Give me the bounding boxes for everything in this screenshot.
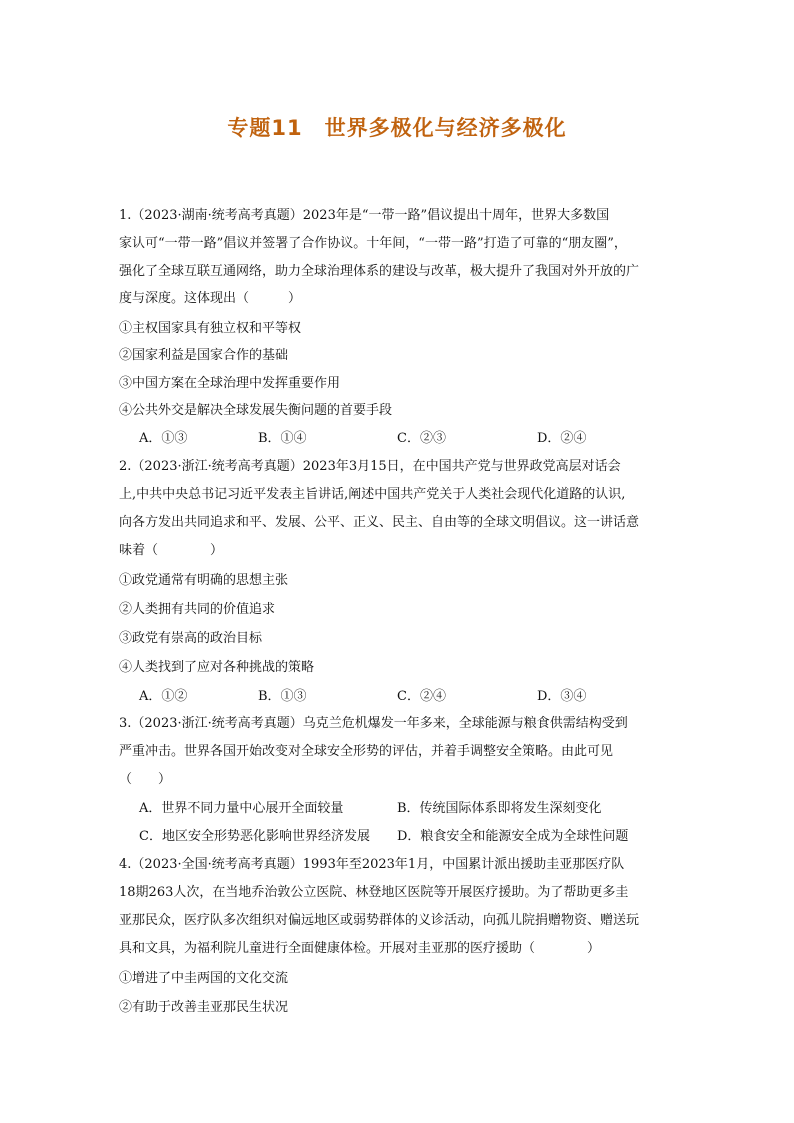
question-4-text: 18期263人次，在当地乔治敦公立医院、林登地区医院等开展医疗援助。为了帮助更多圭 (119, 885, 629, 900)
question-2-text: 向各方发出共同追求和平、发展、公平、正义、民主、自由等的全球文明倡议。这一讲话意 (119, 515, 640, 530)
question-2-option-a[interactable]: A．①② (139, 689, 188, 704)
question-4-statement: ①增进了中圭两国的文化交流 (119, 971, 289, 986)
question-1-text: 1.（2023·湖南·统考高考真题）2023年是“一带一路”倡议提出十周年，世界大多数国 (119, 208, 610, 223)
question-2-option-b[interactable]: B．①③ (258, 689, 307, 704)
question-4-text: 具和文具，为福利院儿童进行全面健康体检。开展对圭亚那的医疗援助（ ） (119, 941, 601, 956)
question-3-option-c[interactable]: C．地区安全形势恶化影响世界经济发展 (139, 829, 370, 844)
question-1-option-b[interactable]: B．①④ (258, 431, 307, 446)
question-1-statement: ①主权国家具有独立权和平等权 (119, 321, 302, 336)
question-2-text: 味着（ ） (119, 543, 224, 558)
question-2-statement: ④人类找到了应对各种挑战的策略 (119, 660, 315, 675)
question-2-option-c[interactable]: C．②④ (397, 689, 446, 704)
question-1-text: 强化了全球互联互通网络，助力全球治理体系的建设与改革，极大提升了我国对外开放的广 (119, 264, 640, 279)
question-3-option-a[interactable]: A．世界不同力量中心展开全面较量 (139, 801, 344, 816)
question-2-statement: ③政党有崇高的政治目标 (119, 631, 263, 646)
question-1-option-c[interactable]: C．②③ (397, 431, 446, 446)
question-3-text: 严重冲击。世界各国开始改变对全球安全形势的评估，并着手调整安全策略。由此可见 (119, 744, 614, 759)
question-1-option-a[interactable]: A．①③ (139, 431, 188, 446)
page-title: 专题11 世界多极化与经济多极化 (227, 116, 567, 140)
question-3-option-d[interactable]: D．粮食安全和能源安全成为全球性问题 (397, 829, 629, 844)
question-1-statement: ④公共外交是解决全球发展失衡问题的首要手段 (119, 403, 393, 418)
question-4-text: 亚那民众，医疗队多次组织对偏远地区或弱势群体的义诊活动，向孤儿院捐赠物资、赠送玩 (119, 913, 640, 928)
question-1-statement: ②国家利益是国家合作的基础 (119, 348, 289, 363)
question-3-text: （ ） (119, 772, 172, 787)
question-2-option-d[interactable]: D．③④ (537, 689, 587, 704)
question-4-statement: ②有助于改善圭亚那民生状况 (119, 1000, 289, 1015)
question-4-text: 4.（2023·全国·统考高考真题）1993年至2023年1月，中国累计派出援助圭亚那医疗队 (119, 857, 625, 872)
question-1-text: 家认可“一带一路”倡议并签署了合作协议。十年间，“一带一路”打造了可靠的“朋友圈”， (119, 236, 627, 251)
question-2-statement: ①政党通常有明确的思想主张 (119, 573, 289, 588)
question-1-option-d[interactable]: D．②④ (537, 431, 587, 446)
question-3-text: 3.（2023·浙江·统考高考真题）乌克兰危机爆发一年多来，全球能源与粮食供需结构受到 (119, 716, 628, 731)
question-3-option-b[interactable]: B．传统国际体系即将发生深刻变化 (397, 801, 602, 816)
question-1-text: 度与深度。这体现出（ ） (119, 291, 302, 306)
question-2-statement: ②人类拥有共同的价值追求 (119, 602, 276, 617)
question-1-statement: ③中国方案在全球治理中发挥重要作用 (119, 376, 341, 391)
question-2-text: 2.（2023·浙江·统考高考真题）2023年3月15日，在中国共产党与世界政党高层对话会 (119, 459, 621, 474)
question-2-text: 上,中共中央总书记习近平发表主旨讲话,阐述中国共产党关于人类社会现代化道路的认识, (119, 487, 626, 502)
